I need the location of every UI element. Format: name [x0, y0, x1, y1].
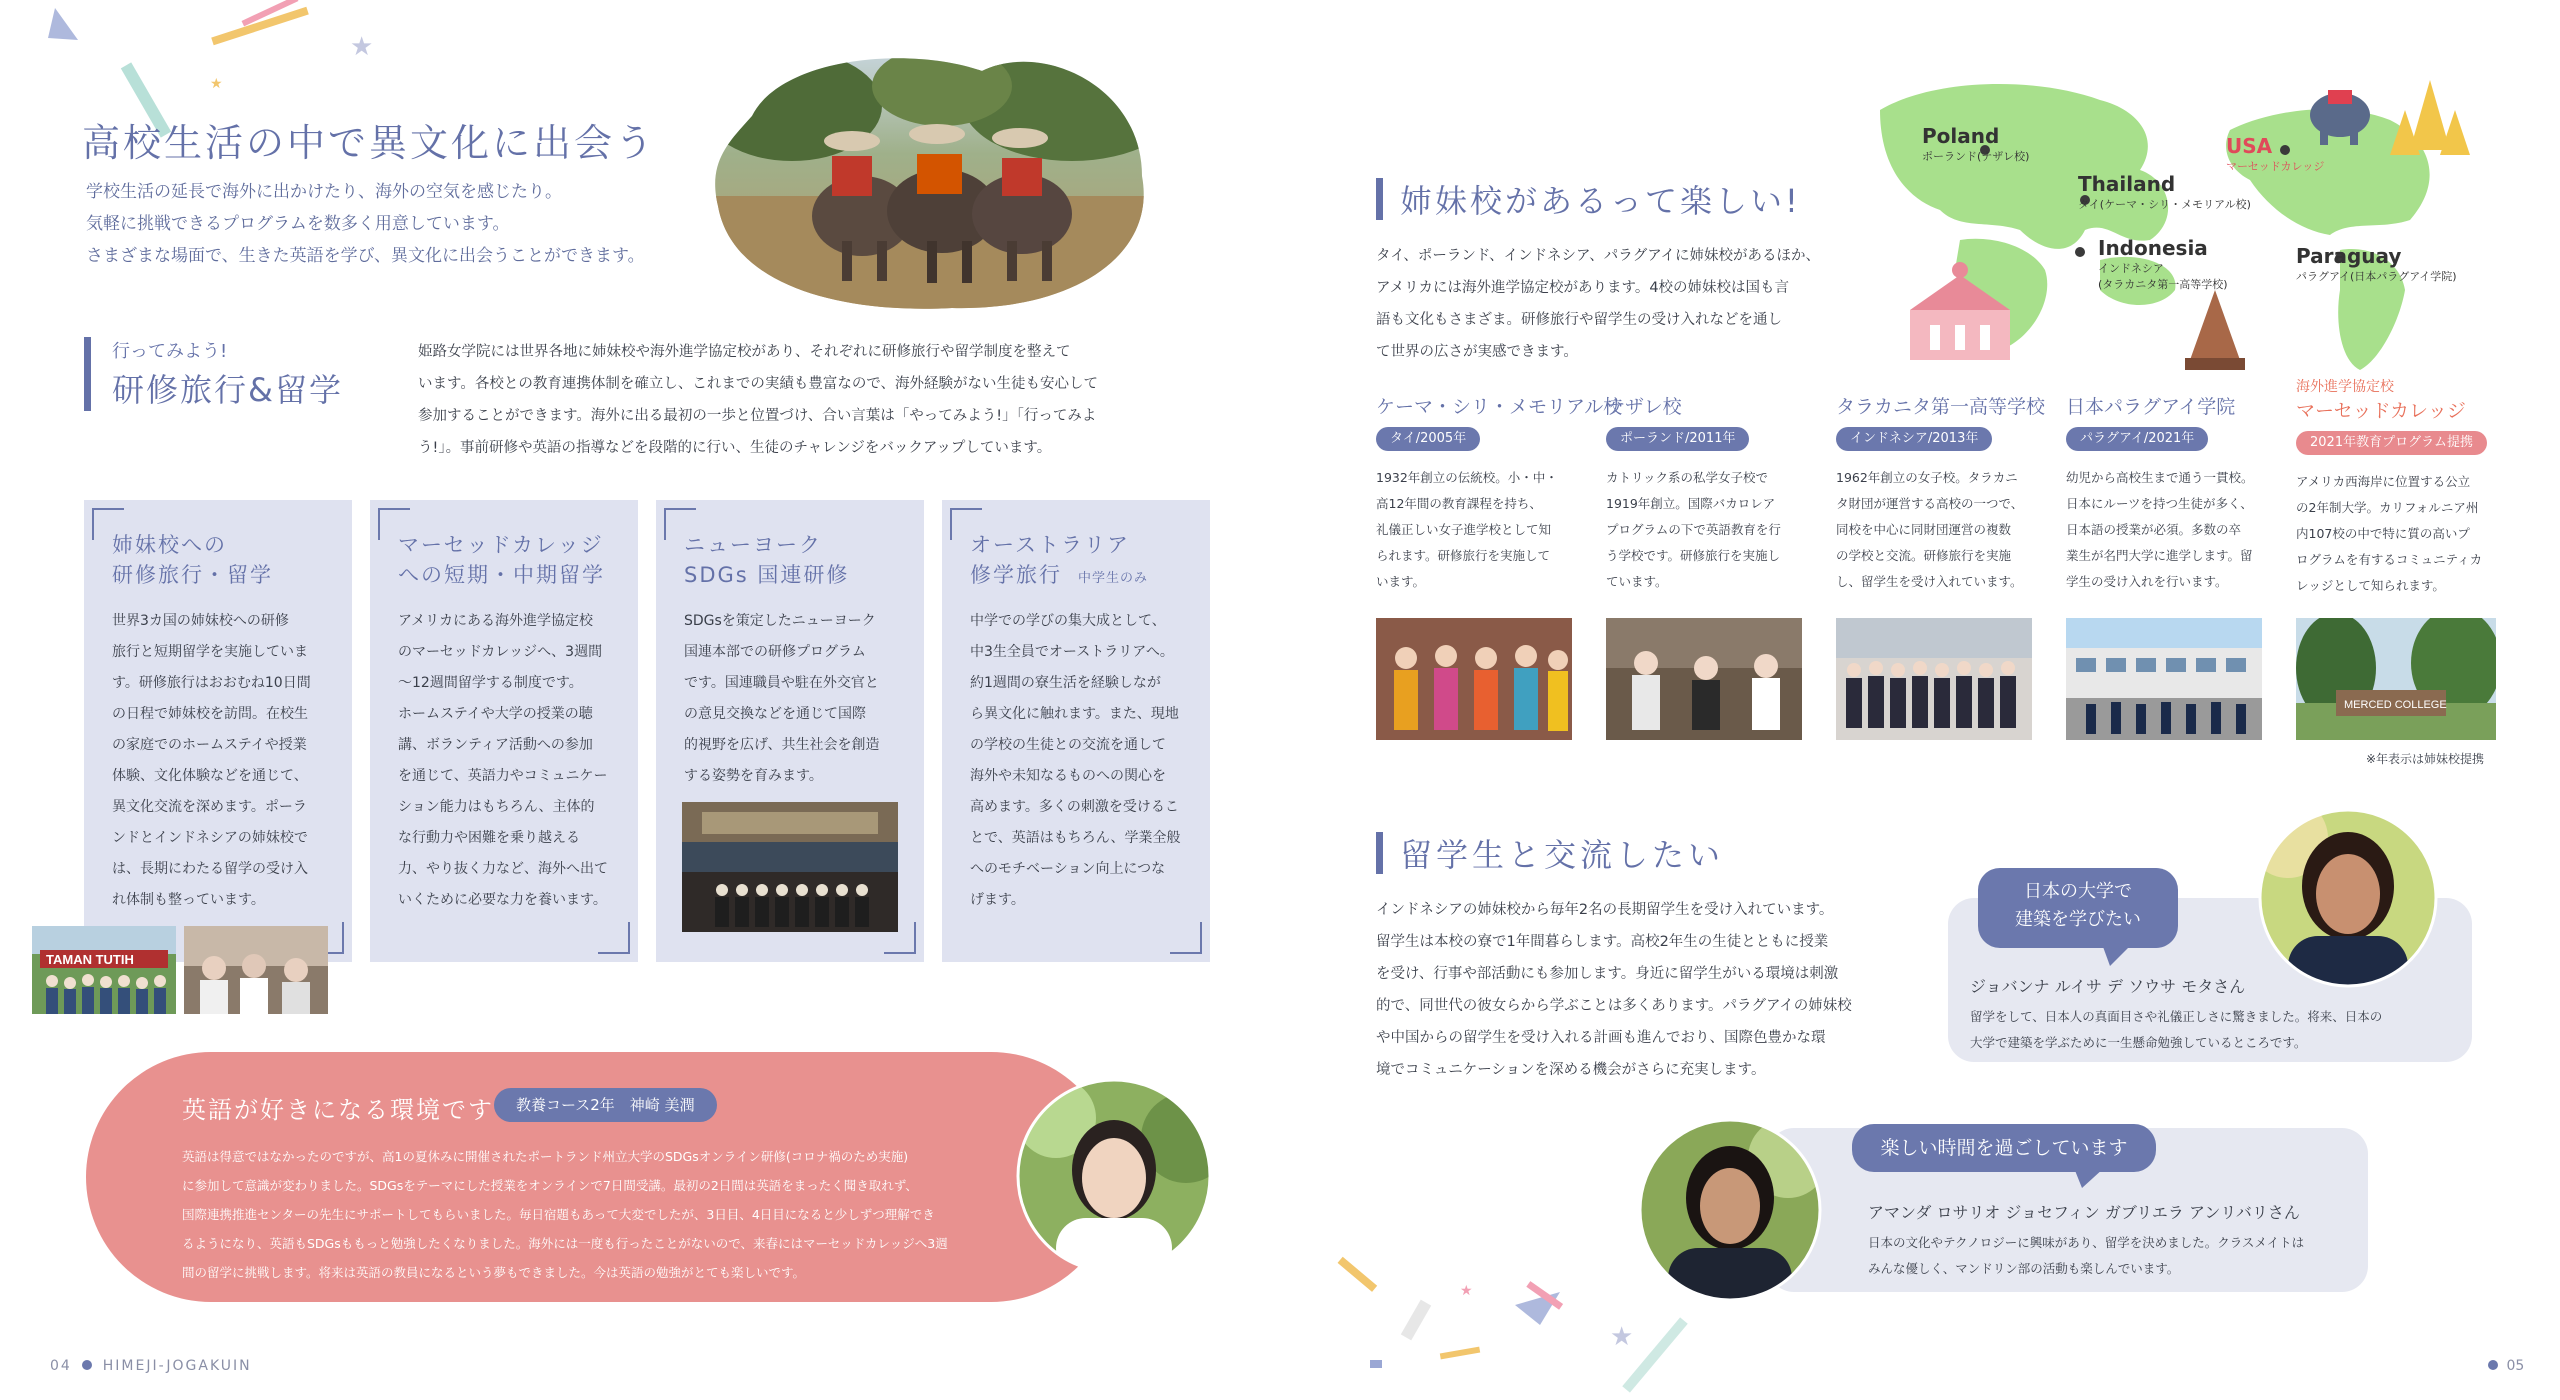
school-desc — [2066, 465, 2276, 595]
exchange-title: 留学生と交流したい — [1400, 836, 1725, 874]
card-body — [112, 606, 311, 916]
card-title-line: SDGs 国連研修 — [684, 563, 850, 587]
card-line: す。研修旅行はおおむね10日間 — [112, 675, 311, 691]
body-line: 姫路女学院には世界各地に姉妹校や海外進学協定校があり、それぞれに研修旅行や留学制度を整えて — [418, 344, 1071, 360]
desc-line: タ財団が運営する高校の一つで、 — [1836, 496, 2024, 511]
intro-line: さまざまな場面で、生きた英語を学び、異文化に出会うことができます。 — [86, 246, 645, 266]
testimonial-line: 間の留学に挑戦します。将来は英語の教員になるという夢もできました。今は英語の勉強がとても楽しいです。 — [182, 1265, 806, 1280]
school-col-paraguay — [2066, 392, 2276, 595]
student-portrait-kanzaki — [1016, 1078, 1212, 1274]
corner-mark — [598, 922, 630, 954]
section-bar — [1376, 832, 1383, 874]
card-line: ション能力はもちろん、主体的 — [398, 799, 595, 815]
desc-line: 業生が名門大学に進学します。留 — [2066, 548, 2253, 563]
card-line: 世界3カ国の姉妹校への研修 — [112, 613, 289, 629]
page-number: 04 — [50, 1358, 72, 1374]
student1-tag — [1978, 868, 2178, 948]
card-line: 体験、文化体験などを通じて、 — [112, 768, 308, 784]
school-name: 日本パラグアイ学院 — [2066, 396, 2236, 418]
card-merced-study — [370, 500, 638, 962]
card-line: 旅行と短期留学を実施していま — [112, 644, 308, 660]
body-line: みんな優しく、マンドリン部の活動も楽しんでいます。 — [1868, 1261, 2180, 1276]
card-title-line: オーストラリア — [970, 533, 1130, 557]
card-line: 高めます。多くの刺激を受けるこ — [970, 799, 1179, 815]
card-line: ら異文化に触れます。また、現地 — [970, 706, 1179, 722]
student2-name: アマンダ ロサリオ ジョセフィン ガブリエラ アンリバリさん — [1868, 1203, 2300, 1222]
desc-line: アメリカ西海岸に位置する公立 — [2296, 474, 2471, 489]
footer-left — [50, 1358, 252, 1374]
student1-body — [1970, 1004, 2382, 1056]
card-line: 異文化交流を深めます。ポーラ — [112, 799, 307, 815]
card-line: アメリカにある海外進学協定校 — [398, 613, 594, 629]
card-line: 海外や未知なるものへの関心を — [970, 768, 1166, 784]
card-title-text: 修学旅行 — [970, 563, 1062, 587]
student1-name: ジョバンナ ルイサ デ ソウサ モタさん — [1970, 977, 2246, 996]
card-line: は、長期にわたる留学の受け入 — [112, 861, 308, 877]
desc-line: 日本にルーツを持つ生徒が多く、 — [2066, 496, 2253, 511]
map-school: パラグアイ(日本パラグアイ学院) — [2296, 270, 2457, 283]
card-line: な行動力や困難を乗り越える — [398, 830, 580, 846]
map-school: タイ(ケーマ・シリ・メモリアル校) — [2078, 198, 2251, 211]
school-col-merced — [2296, 376, 2516, 599]
photo-indonesia-group — [1836, 618, 2032, 740]
card-line: 約1週間の寮生活を経験しなが — [970, 675, 1161, 691]
school-tag: パラグアイ/2021年 — [2066, 427, 2208, 451]
classroom-photo — [184, 926, 328, 1014]
body-line: う!」。事前研修や英語の指導などを段階的に行い、生徒のチャレンジをバックアップしています。 — [418, 440, 1052, 456]
testimonial-panel — [86, 1052, 1116, 1302]
map-label-thailand — [2078, 172, 2251, 212]
card-title — [398, 530, 605, 590]
year-note: ※年表示は姉妹校提携 — [2366, 752, 2485, 766]
section-kicker: 行ってみよう! — [112, 341, 228, 362]
card-line: ホームステイや大学の授業の聴 — [398, 706, 593, 722]
body-line: タイ、ポーランド、インドネシア、パラグアイに姉妹校があるほか、 — [1376, 248, 1820, 264]
intro-text — [86, 176, 645, 272]
card-body — [684, 606, 879, 792]
section-bar — [1376, 178, 1383, 220]
testimonial-line: に参加して意識が変わりました。SDGsをテーマにした授業をオンラインで7日間受講。最初の2日間は英語をまったく聞き取れず、 — [182, 1178, 918, 1193]
card-title-line: マーセッドカレッジ — [398, 533, 604, 557]
student-portrait-giovanna — [2258, 808, 2438, 988]
body-line: て世界の広さが実感できます。 — [1376, 344, 1578, 360]
card-line: の家庭でのホームステイや授業 — [112, 737, 307, 753]
school-col-poland — [1606, 392, 1816, 595]
elephant-photo — [712, 46, 1152, 316]
school-desc — [2296, 469, 2516, 599]
desc-line: カトリック系の私学女子校で — [1606, 470, 1769, 485]
desc-line: います。 — [1376, 574, 1426, 589]
school-desc — [1606, 465, 1816, 595]
desc-line: 1932年創立の伝統校。小・中・ — [1376, 470, 1558, 485]
card-line: SDGsを策定したニューヨーク — [684, 613, 876, 629]
desc-line: られます。研修旅行を実施して — [1376, 548, 1551, 563]
photo-thai-students — [1376, 618, 1572, 740]
card-title-line — [970, 560, 1148, 594]
school-name: マーセッドカレッジ — [2296, 400, 2466, 422]
school-desc — [1376, 465, 1586, 595]
card-line: れ体制も整っています。 — [112, 892, 265, 908]
tag-line: 建築を学びたい — [2015, 909, 2141, 930]
card-body — [970, 606, 1181, 916]
card-title — [970, 530, 1148, 594]
testimonial-line: 英語は得意ではなかったのですが、高1の夏休みに開催されたポートランド州立大学のSDGsオンライン研修(コロナ禍のため実施) — [182, 1149, 909, 1164]
photo-poland-dance — [1606, 618, 1802, 740]
desc-line: レッジとして知られます。 — [2296, 578, 2445, 593]
testimonial-title: 英語が好きになる環境です — [182, 1096, 494, 1124]
card-line: 力、やり抜く力など、海外へ出て — [398, 861, 608, 877]
card-line: です。国連職員や駐在外交官と — [684, 675, 879, 691]
card-line: の日程で姉妹校を訪問。在校生 — [112, 706, 308, 722]
desc-line: プログラムの下で英語教育を行 — [1606, 522, 1781, 537]
photo-paraguay-school — [2066, 618, 2262, 740]
desc-line: 同校を中心に同財団運営の複数 — [1836, 522, 2012, 537]
card-title-line: 研修旅行・留学 — [112, 563, 273, 587]
svg-text:★: ★ — [210, 76, 223, 92]
footer-brand: HIMEJI-JOGAKUIN — [102, 1358, 252, 1374]
body-line: 語も文化もさまざま。研修旅行や留学生の受け入れなどを通し — [1376, 312, 1782, 328]
card-line: を通じて、英語力やコミュニケー — [398, 768, 608, 784]
footer-dot — [82, 1360, 92, 1370]
banner-text: TAMAN TUTIH — [46, 952, 134, 967]
card-line: 〜12週間留学する制度です。 — [398, 675, 583, 691]
testimonial-body — [182, 1142, 948, 1287]
map-country: Poland — [1922, 124, 2000, 148]
card-line: ンドとインドネシアの姉妹校で — [112, 830, 308, 846]
card-line: 中学での学びの集大成として、 — [970, 613, 1166, 629]
desc-line: ログラムを有するコミュニティカ — [2296, 552, 2483, 567]
card-line: 国連本部での研修プログラム — [684, 644, 866, 660]
desc-line: の学校と交流。研修旅行を実施 — [1836, 548, 2012, 563]
body-line: 留学生は本校の寮で1年間暮らします。高校2年生の生徒とともに授業 — [1376, 934, 1829, 950]
map-country: Thailand — [2078, 172, 2176, 196]
desc-line: ています。 — [1606, 574, 1668, 589]
un-hall-photo — [682, 802, 898, 932]
body-line: インドネシアの姉妹校から毎年2名の長期留学生を受け入れています。 — [1376, 902, 1834, 918]
school-tag: インドネシア/2013年 — [1836, 427, 1992, 451]
body-line: を受け、行事や部活動にも参加します。身近に留学生がいる環境は刺激 — [1376, 966, 1839, 982]
map-label-poland — [1922, 124, 2029, 164]
student2-tag: 楽しい時間を過ごしています — [1852, 1124, 2156, 1172]
desc-line: 高12年間の教育課程を持ち、 — [1376, 496, 1542, 511]
school-col-indonesia — [1836, 392, 2046, 595]
card-title — [684, 530, 849, 590]
body-line: 留学をして、日本人の真面目さや礼儀正しさに驚きました。将来、日本の — [1970, 1009, 2383, 1024]
map-label-usa — [2226, 134, 2324, 174]
school-desc — [1836, 465, 2046, 595]
sister-title: 姉妹校があるって楽しい! — [1400, 182, 1801, 220]
card-line: の意見交換などを通じて国際 — [684, 706, 866, 722]
page-title: 高校生活の中で異文化に出会う — [82, 121, 657, 165]
desc-line: う学校です。研修旅行を実施し — [1606, 548, 1781, 563]
desc-line: 学生の受け入れを行います。 — [2066, 574, 2228, 589]
card-australia-trip — [942, 500, 1210, 962]
intro-line: 学校生活の延長で海外に出かけたり、海外の空気を感じたり。 — [86, 182, 562, 202]
map-country: Indonesia — [2098, 236, 2208, 260]
card-line: する姿勢を育みます。 — [684, 768, 823, 784]
tag-line: 日本の大学で — [2024, 881, 2132, 902]
desc-line: 日本語の授業が必須。多数の卒 — [2066, 522, 2242, 537]
desc-line: し、留学生を受け入れています。 — [1836, 574, 2023, 589]
map-country: Paraguay — [2296, 244, 2402, 268]
school-name: ケーマ・シリ・メモリアル校 — [1376, 396, 1623, 418]
card-line: とで、英語はもちろん、学業全般 — [970, 830, 1181, 846]
exchange-body — [1376, 894, 1852, 1086]
corner-mark — [1170, 922, 1202, 954]
sister-body — [1376, 240, 1820, 368]
school-kicker: 海外進学協定校 — [2296, 379, 2394, 395]
desc-line: の2年制大学。カリフォルニア州 — [2296, 500, 2479, 515]
map-school: ポーランド(ナザレ校) — [1922, 150, 2030, 163]
card-line: のマーセッドカレッジへ、3週間 — [398, 644, 603, 660]
testimonial-line: 国際連携推進センターの先生にサポートしてもらいました。毎日宿題もあって大変でしたが、3日目、4日目になると少しずつ理解でき — [182, 1207, 935, 1222]
group-photo-taman — [32, 926, 176, 1014]
section-body — [418, 336, 1098, 464]
card-title — [112, 530, 273, 590]
map-label-paraguay — [2296, 244, 2457, 284]
body-line: アメリカには海外進学協定校があります。4校の姉妹校は国も言 — [1376, 280, 1790, 296]
school-tag: 2021年教育プログラム提携 — [2296, 431, 2487, 455]
desc-line: 1962年創立の女子校。タラカニ — [1836, 470, 2018, 485]
school-col-thailand — [1376, 392, 1623, 595]
speech-tail — [2074, 1168, 2104, 1188]
svg-text:★: ★ — [1610, 1322, 1634, 1352]
body-line: 境でコミュニケーションを深める機会がさらに充実します。 — [1376, 1062, 1766, 1078]
footer-dot — [2488, 1360, 2498, 1370]
school-name: ナザレ校 — [1606, 396, 1682, 418]
world-map — [1870, 70, 2490, 390]
card-sister-school-trip — [84, 500, 352, 962]
card-title-line: ニューヨーク — [684, 533, 822, 557]
map-school: インドネシア — [2098, 262, 2164, 275]
svg-text:★: ★ — [1460, 1283, 1473, 1299]
desc-line: 内107校の中で特に質の高いプ — [2296, 526, 2470, 541]
desc-line: 礼儀正しい女子進学校として知 — [1376, 522, 1552, 537]
school-tag: ポーランド/2011年 — [1606, 427, 1749, 451]
photo-merced-college — [2296, 618, 2496, 740]
card-title-note: 中学生のみ — [1078, 571, 1149, 586]
body-line: 大学で建築を学ぶために一生懸命勉強しているところです。 — [1970, 1035, 2307, 1050]
section-bar — [84, 337, 91, 411]
card-line: の学校の生徒との交流を通して — [970, 737, 1166, 753]
desc-line: 幼児から高校生まで通う一貫校。 — [2066, 470, 2254, 485]
card-line: いくために必要な力を養います。 — [398, 892, 607, 908]
card-title-line: 姉妹校への — [112, 533, 227, 557]
section-title: 研修旅行&留学 — [112, 371, 343, 409]
body-line: 的で、同世代の彼女らから学ぶことは多くあります。パラグアイの姉妹校 — [1376, 998, 1852, 1014]
footer-right — [2488, 1358, 2524, 1374]
intro-line: 気軽に挑戦できるプログラムを数多く用意しています。 — [86, 214, 510, 234]
body-line: 日本の文化やテクノロジーに興味があり、留学を決めました。クラスメイトは — [1868, 1235, 2305, 1250]
body-line: や中国からの留学生を受け入れる計画も進んでおり、国際色豊かな環 — [1376, 1030, 1826, 1046]
body-line: 参加することができます。海外に出る最初の一歩と位置づけ、合い言葉は「やってみよう!」「行ってみよ — [418, 408, 1097, 424]
card-nyc-sdgs — [656, 500, 924, 962]
card-title-line: への短期・中期留学 — [398, 563, 605, 587]
desc-line: 1919年創立。国際バカロレア — [1606, 496, 1776, 511]
svg-text:★: ★ — [350, 32, 374, 62]
card-line: 講、ボランティア活動への参加 — [398, 737, 593, 753]
school-name: タラカニタ第一高等学校 — [1836, 396, 2046, 418]
testimonial-student-tag: 教養コース2年 神崎 美潤 — [494, 1088, 717, 1122]
map-school: (タラカニタ第一高等学校) — [2098, 278, 2228, 291]
card-line: げます。 — [970, 892, 1025, 908]
card-line: 的視野を広げ、共生社会を創造 — [684, 737, 880, 753]
testimonial-line: るようになり、英語もSDGsももっと勉強したくなりました。海外には一度も行ったことがないので、来春にはマーセッドカレッジへ3週 — [182, 1236, 948, 1251]
speech-tail — [2102, 944, 2132, 966]
merced-sign-text: MERCED COLLEGE — [2344, 699, 2447, 711]
page-number: 05 — [2506, 1358, 2525, 1374]
student-portrait-amanda — [1638, 1118, 1822, 1302]
map-country: USA — [2226, 134, 2273, 158]
card-line: へのモチベーション向上につな — [970, 861, 1166, 877]
map-label-indonesia — [2098, 236, 2228, 292]
body-line: います。各校との教育連携体制を確立し、これまでの実績も豊富なので、海外経験がない生徒も安心して — [418, 376, 1099, 392]
student2-body — [1868, 1230, 2304, 1282]
card-line: 中3生全員でオーストラリアへ。 — [970, 644, 1174, 660]
map-school: マーセッドカレッジ — [2226, 160, 2325, 173]
card-body — [398, 606, 608, 916]
school-tag: タイ/2005年 — [1376, 427, 1480, 451]
